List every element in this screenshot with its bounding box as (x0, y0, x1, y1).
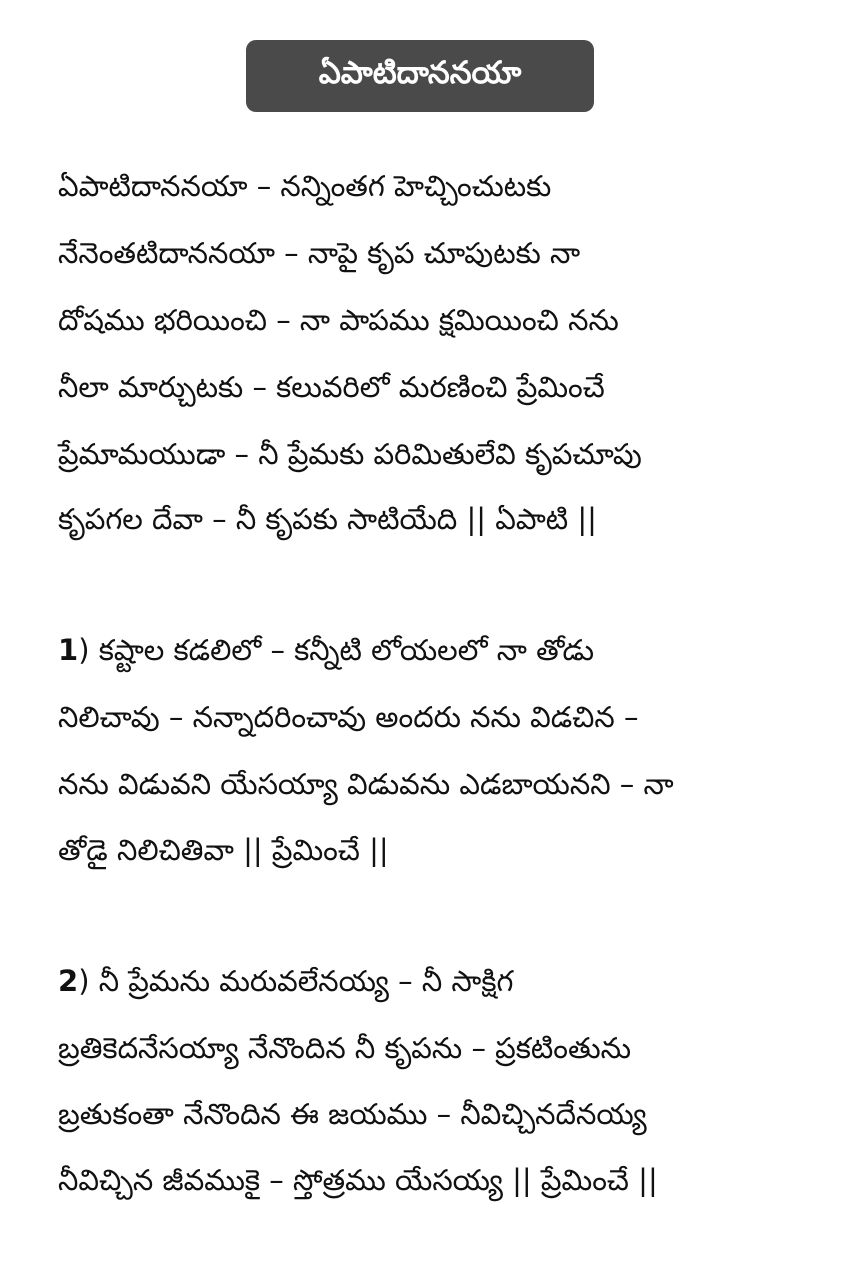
lyric-text: ) కష్టాల కడలిలో – కన్నీటి లోయలలో నా తోడు (78, 633, 595, 667)
stanza-number: 1 (58, 633, 79, 667)
title-badge (246, 40, 594, 112)
stanza-number: 2 (58, 964, 79, 998)
lyric-text: ) నీ ప్రేమను మరువలేనయ్య – నీ సాక్షిగ (78, 964, 514, 998)
lyric-line: దోషము భరియించి – నా పాపము క్షమియించి నను (58, 303, 619, 337)
lyric-line: ప్రేమామయుడా – నీ ప్రేమకు పరిమితులేవి కృపచూపు (58, 437, 642, 471)
lyric-line: నిలిచావు – నన్నాదరించావు అందరు నను విడచిన – (58, 700, 639, 734)
stanza-2-first-line (58, 961, 513, 1001)
lyric-line: తోడై నిలిచితివా || ప్రేమించే || (58, 833, 389, 867)
lyric-line: నను విడువని యేసయ్యా విడువను ఎడబాయనని – నా (58, 767, 674, 801)
stanza-1-first-line (58, 630, 594, 670)
lyric-line: నేనెంతటిదాననయా – నాపై కృప చూపుటకు నా (58, 236, 581, 270)
lyric-line: నీలా మార్చుటకు – కలువరిలో మరణించి ప్రేమించే (58, 370, 605, 404)
lyric-line: బ్రతికెదనేసయ్యా నేనొందిన నీ కృపను – ప్రకటింతును (58, 1031, 631, 1065)
lyric-line: నీవిచ్చిన జీవముకై – స్తోత్రము యేసయ్య || ప్రేమించే || (58, 1163, 658, 1197)
lyric-line: కృపగల దేవా – నీ కృపకు సాటియేది || ఏపాటి || (58, 502, 597, 536)
lyric-line: బ్రతుకంతా నేనొందిన ఈ జయము – నీవిచ్చినదేనయ్య (58, 1097, 647, 1131)
song-title: ఏపాటిదాననయా (318, 54, 522, 91)
lyric-line: ఏపాటిదాననయా – నన్నింతగ హెచ్చించుటకు (58, 169, 552, 203)
